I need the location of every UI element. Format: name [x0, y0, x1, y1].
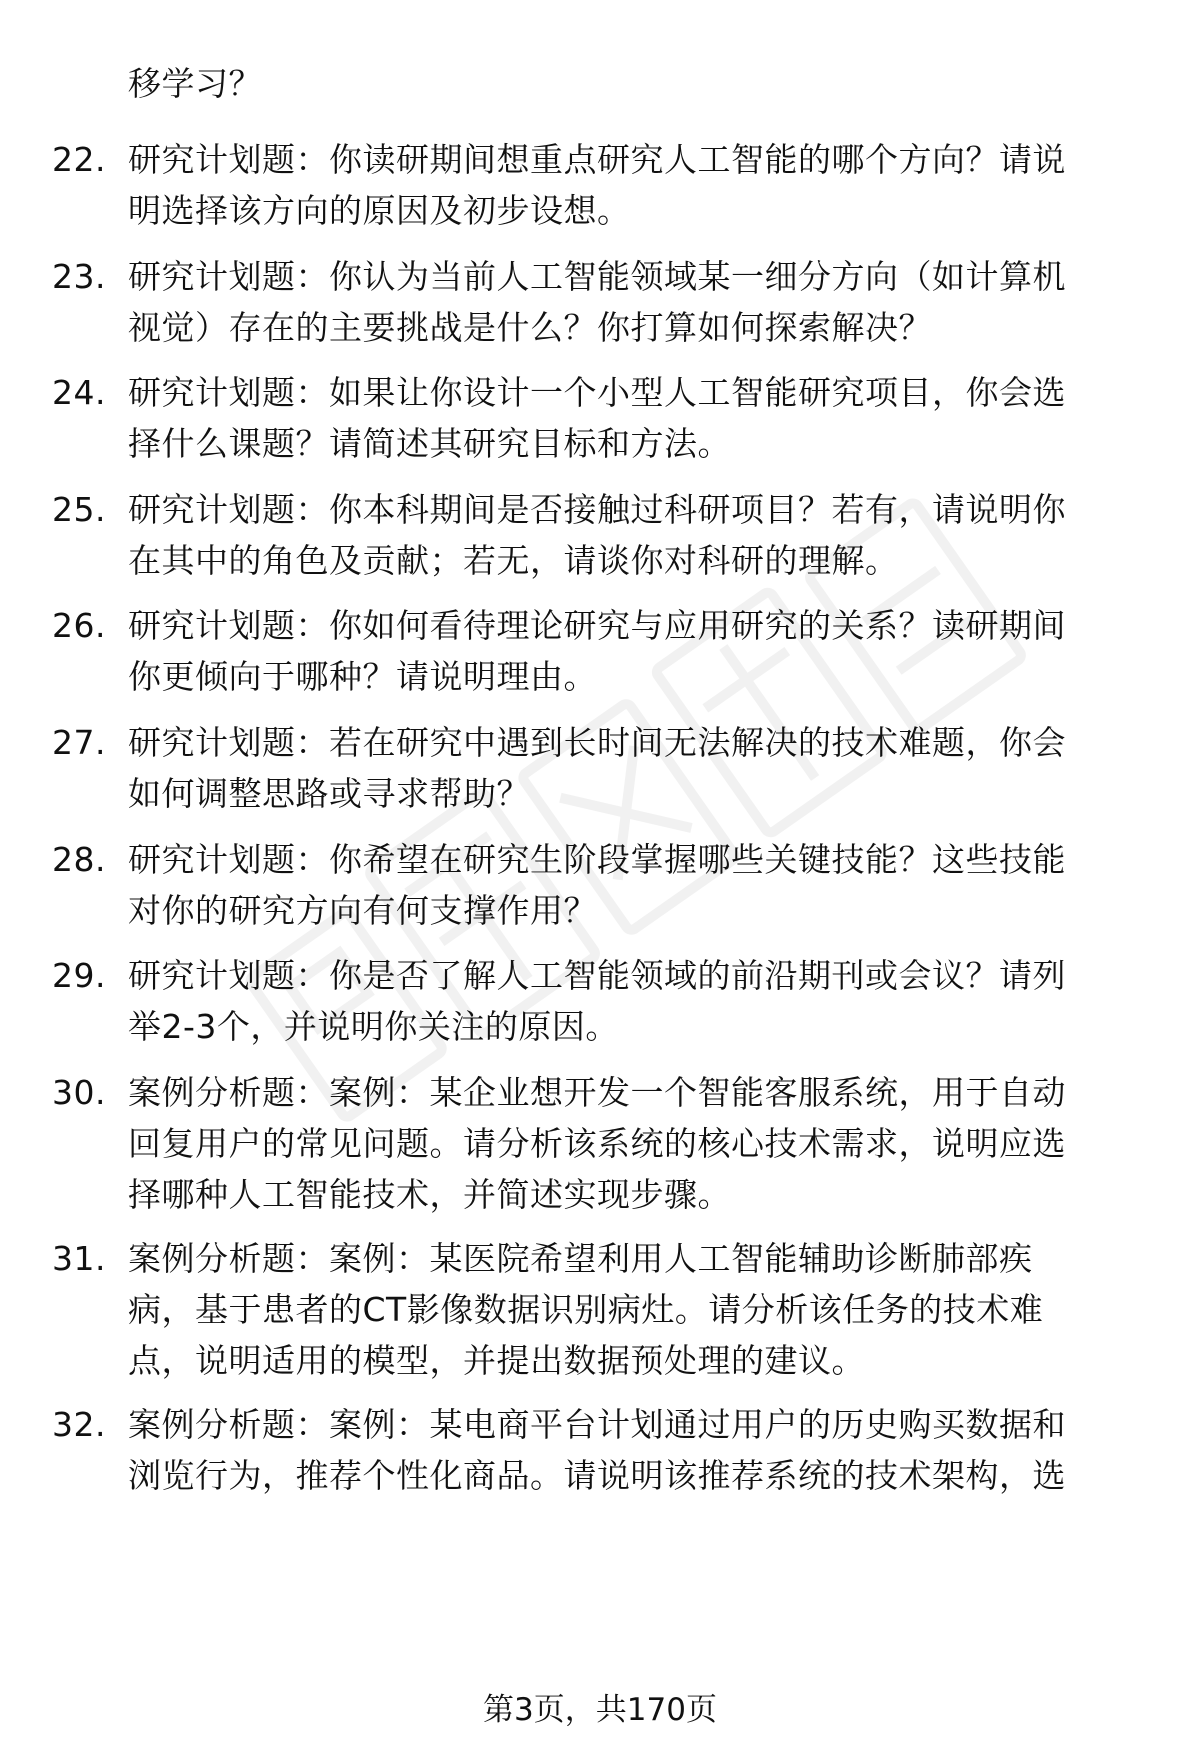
question-line: 如何调整思路或寻求帮助？ [128, 774, 530, 813]
question-line: 案例分析题：案例：某电商平台计划通过用户的历史购买数据和 [128, 1405, 1066, 1444]
question-line: 研究计划题：你如何看待理论研究与应用研究的关系？读研期间 [128, 606, 1066, 645]
question-line: 研究计划题：你希望在研究生阶段掌握哪些关键技能？这些技能 [128, 840, 1066, 879]
question-line: 回复用户的常见问题。请分析该系统的核心技术需求，说明应选 [128, 1124, 1066, 1163]
question-text [128, 950, 1148, 1052]
question-number: 24. [52, 373, 106, 412]
question-text [128, 1399, 1148, 1501]
question-line: 研究计划题：若在研究中遇到长时间无法解决的技术难题，你会 [128, 723, 1066, 762]
question-line: 研究计划题：你认为当前人工智能领域某一细分方向（如计算机 [128, 257, 1066, 296]
page-footer: 第3页，共170页 [483, 1692, 717, 1728]
question-text [128, 251, 1148, 353]
question-number: 26. [52, 606, 106, 645]
question-line: 明选择该方向的原因及初步设想。 [128, 191, 631, 230]
question-line: 研究计划题：你是否了解人工智能领域的前沿期刊或会议？请列 [128, 956, 1066, 995]
question-line: 举2-3个，并说明你关注的原因。 [128, 1007, 619, 1046]
question-line: 研究计划题：如果让你设计一个小型人工智能研究项目，你会选 [128, 373, 1066, 412]
question-line: 择哪种人工智能技术，并简述实现步骤。 [128, 1175, 731, 1214]
question-line: 在其中的角色及贡献；若无，请谈你对科研的理解。 [128, 541, 899, 580]
question-number: 25. [52, 490, 106, 529]
question-number: 31. [52, 1239, 106, 1278]
question-line: 浏览行为，推荐个性化商品。请说明该推荐系统的技术架构，选 [128, 1456, 1066, 1495]
question-text [128, 134, 1148, 236]
question-text [128, 834, 1148, 936]
question-line: 你更倾向于哪种？请说明理由。 [128, 657, 597, 696]
question-number: 28. [52, 840, 106, 879]
question-line: 点，说明适用的模型，并提出数据预处理的建议。 [128, 1341, 865, 1380]
question-text [128, 717, 1148, 819]
question-number: 30. [52, 1073, 106, 1112]
question-line: 案例分析题：案例：某医院希望利用人工智能辅助诊断肺部疾 [128, 1239, 1033, 1278]
continuation-line: 移学习？ [128, 64, 262, 103]
question-number: 27. [52, 723, 106, 762]
question-text [128, 367, 1148, 469]
question-number: 29. [52, 956, 106, 995]
question-line: 病，基于患者的CT影像数据识别病灶。请分析该任务的技术难 [128, 1290, 1044, 1329]
question-number: 22. [52, 140, 106, 179]
question-line: 对你的研究方向有何支撑作用？ [128, 891, 597, 930]
question-line: 视觉）存在的主要挑战是什么？你打算如何探索解决？ [128, 308, 932, 347]
question-line: 择什么课题？请简述其研究目标和方法。 [128, 424, 731, 463]
question-line: 研究计划题：你本科期间是否接触过科研项目？若有，请说明你 [128, 490, 1066, 529]
question-line: 研究计划题：你读研期间想重点研究人工智能的哪个方向？请说 [128, 140, 1066, 179]
question-line: 案例分析题：案例：某企业想开发一个智能客服系统，用于自动 [128, 1073, 1066, 1112]
question-text [128, 1067, 1148, 1220]
question-number: 32. [52, 1405, 106, 1444]
question-text [128, 484, 1148, 586]
question-text [128, 1233, 1148, 1386]
question-number: 23. [52, 257, 106, 296]
question-text [128, 600, 1148, 702]
